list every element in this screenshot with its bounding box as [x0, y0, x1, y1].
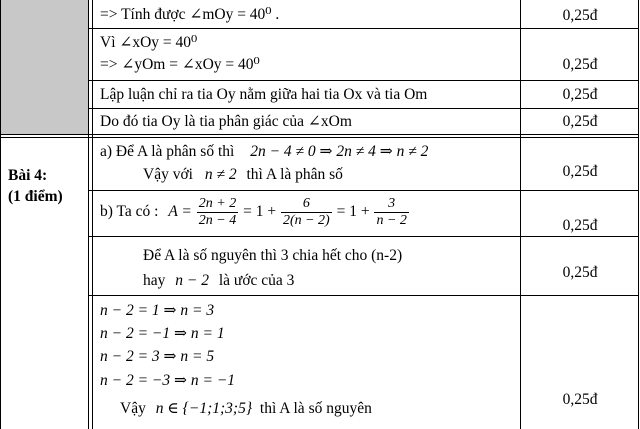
exercise-title: Bài 4: [8, 167, 48, 184]
parta-math: 2n − 4 ≠ 0 ⇒ 2n ≠ 4 ⇒ n ≠ 2 [250, 143, 429, 160]
exercise-score: (1 điểm) [8, 188, 63, 205]
parta-label: a) Để A là phân số thì [100, 143, 235, 160]
partb-mid1: = 1 + [243, 203, 277, 220]
left-column-shade [0, 0, 88, 135]
parta-points: 0,25đ [562, 163, 598, 180]
partb-mid2: = 1 + [336, 203, 370, 220]
column-divider-1b [92, 0, 93, 429]
row-border [88, 80, 639, 81]
row-border [88, 295, 639, 296]
row2-points: 0,25đ [562, 56, 598, 73]
fraction-2-den: 2(n − 2) [282, 212, 330, 228]
row-border [88, 108, 639, 109]
fraction-3-den: n − 2 [376, 212, 407, 228]
partd-points: 0,25đ [562, 391, 598, 408]
row3-text: Lập luận chỉ ra tia Oy nằm giữa hai tia Ox và tia Om [100, 86, 428, 103]
partc-line2-b: là ước của 3 [218, 272, 295, 289]
row4-text: Do đó tia Oy là tia phân giác của ∠xOm [100, 113, 352, 130]
partd-conclusion [120, 400, 372, 418]
partd-eq2: n − 2 = −1 ⇒ n = 1 [100, 325, 225, 342]
row-border [88, 28, 639, 29]
row1-points: 0,25đ [562, 7, 598, 24]
fraction-3-num: 3 [374, 196, 408, 213]
row-border [88, 190, 639, 191]
partb-label: b) Ta có : [100, 203, 159, 220]
partb-points: 0,25đ [562, 217, 598, 234]
partb-A-eq: A = [168, 203, 192, 220]
partd-eq4: n − 2 = −3 ⇒ n = −1 [100, 372, 236, 389]
fraction-1-den: 2n − 4 [198, 212, 237, 228]
fraction-2 [281, 196, 332, 229]
fraction-1-num: 2n + 2 [198, 195, 237, 211]
partc-points: 0,25đ [562, 264, 598, 281]
row2-line1: Vì ∠xOy = 40⁰ [100, 34, 198, 51]
partc-line2-math: n − 2 [175, 272, 209, 289]
partd-eq1: n − 2 = 1 ⇒ n = 3 [100, 302, 215, 319]
row1-text: => Tính được ∠mOy = 40⁰ . [100, 6, 280, 23]
fraction-1 [197, 196, 238, 229]
row-border [0, 134, 639, 135]
column-divider-1 [88, 0, 89, 429]
row3-points: 0,25đ [562, 86, 598, 103]
partc-line2 [143, 272, 294, 290]
parta-line1 [100, 143, 428, 161]
row2-line2: => ∠yOm = ∠xOy = 40⁰ [100, 56, 260, 73]
partc-line1: Để A là số nguyên thì 3 chia hết cho (n-2) [143, 247, 403, 264]
partd-eq3: n − 2 = 3 ⇒ n = 5 [100, 348, 215, 365]
partd-concl-math: n ∈ {−1;1;3;5} [155, 400, 253, 417]
fraction-2-num: 6 [281, 196, 332, 213]
parta-line2 [143, 166, 343, 184]
table-border-left [0, 0, 1, 429]
parta-line2-a: Vậy với [143, 166, 193, 183]
partd-concl-b: thì A là số nguyên [259, 400, 372, 417]
row4-points: 0,25đ [562, 113, 598, 130]
parta-line2-math: n ≠ 2 [204, 166, 237, 183]
fraction-3 [374, 196, 408, 229]
partb-line [100, 194, 410, 232]
partc-line2-a: hay [143, 272, 166, 289]
row-border [88, 236, 639, 237]
partd-concl-a: Vậy [120, 400, 146, 417]
row-border [0, 137, 639, 138]
parta-line2-b: thì A là phân số [246, 166, 343, 183]
